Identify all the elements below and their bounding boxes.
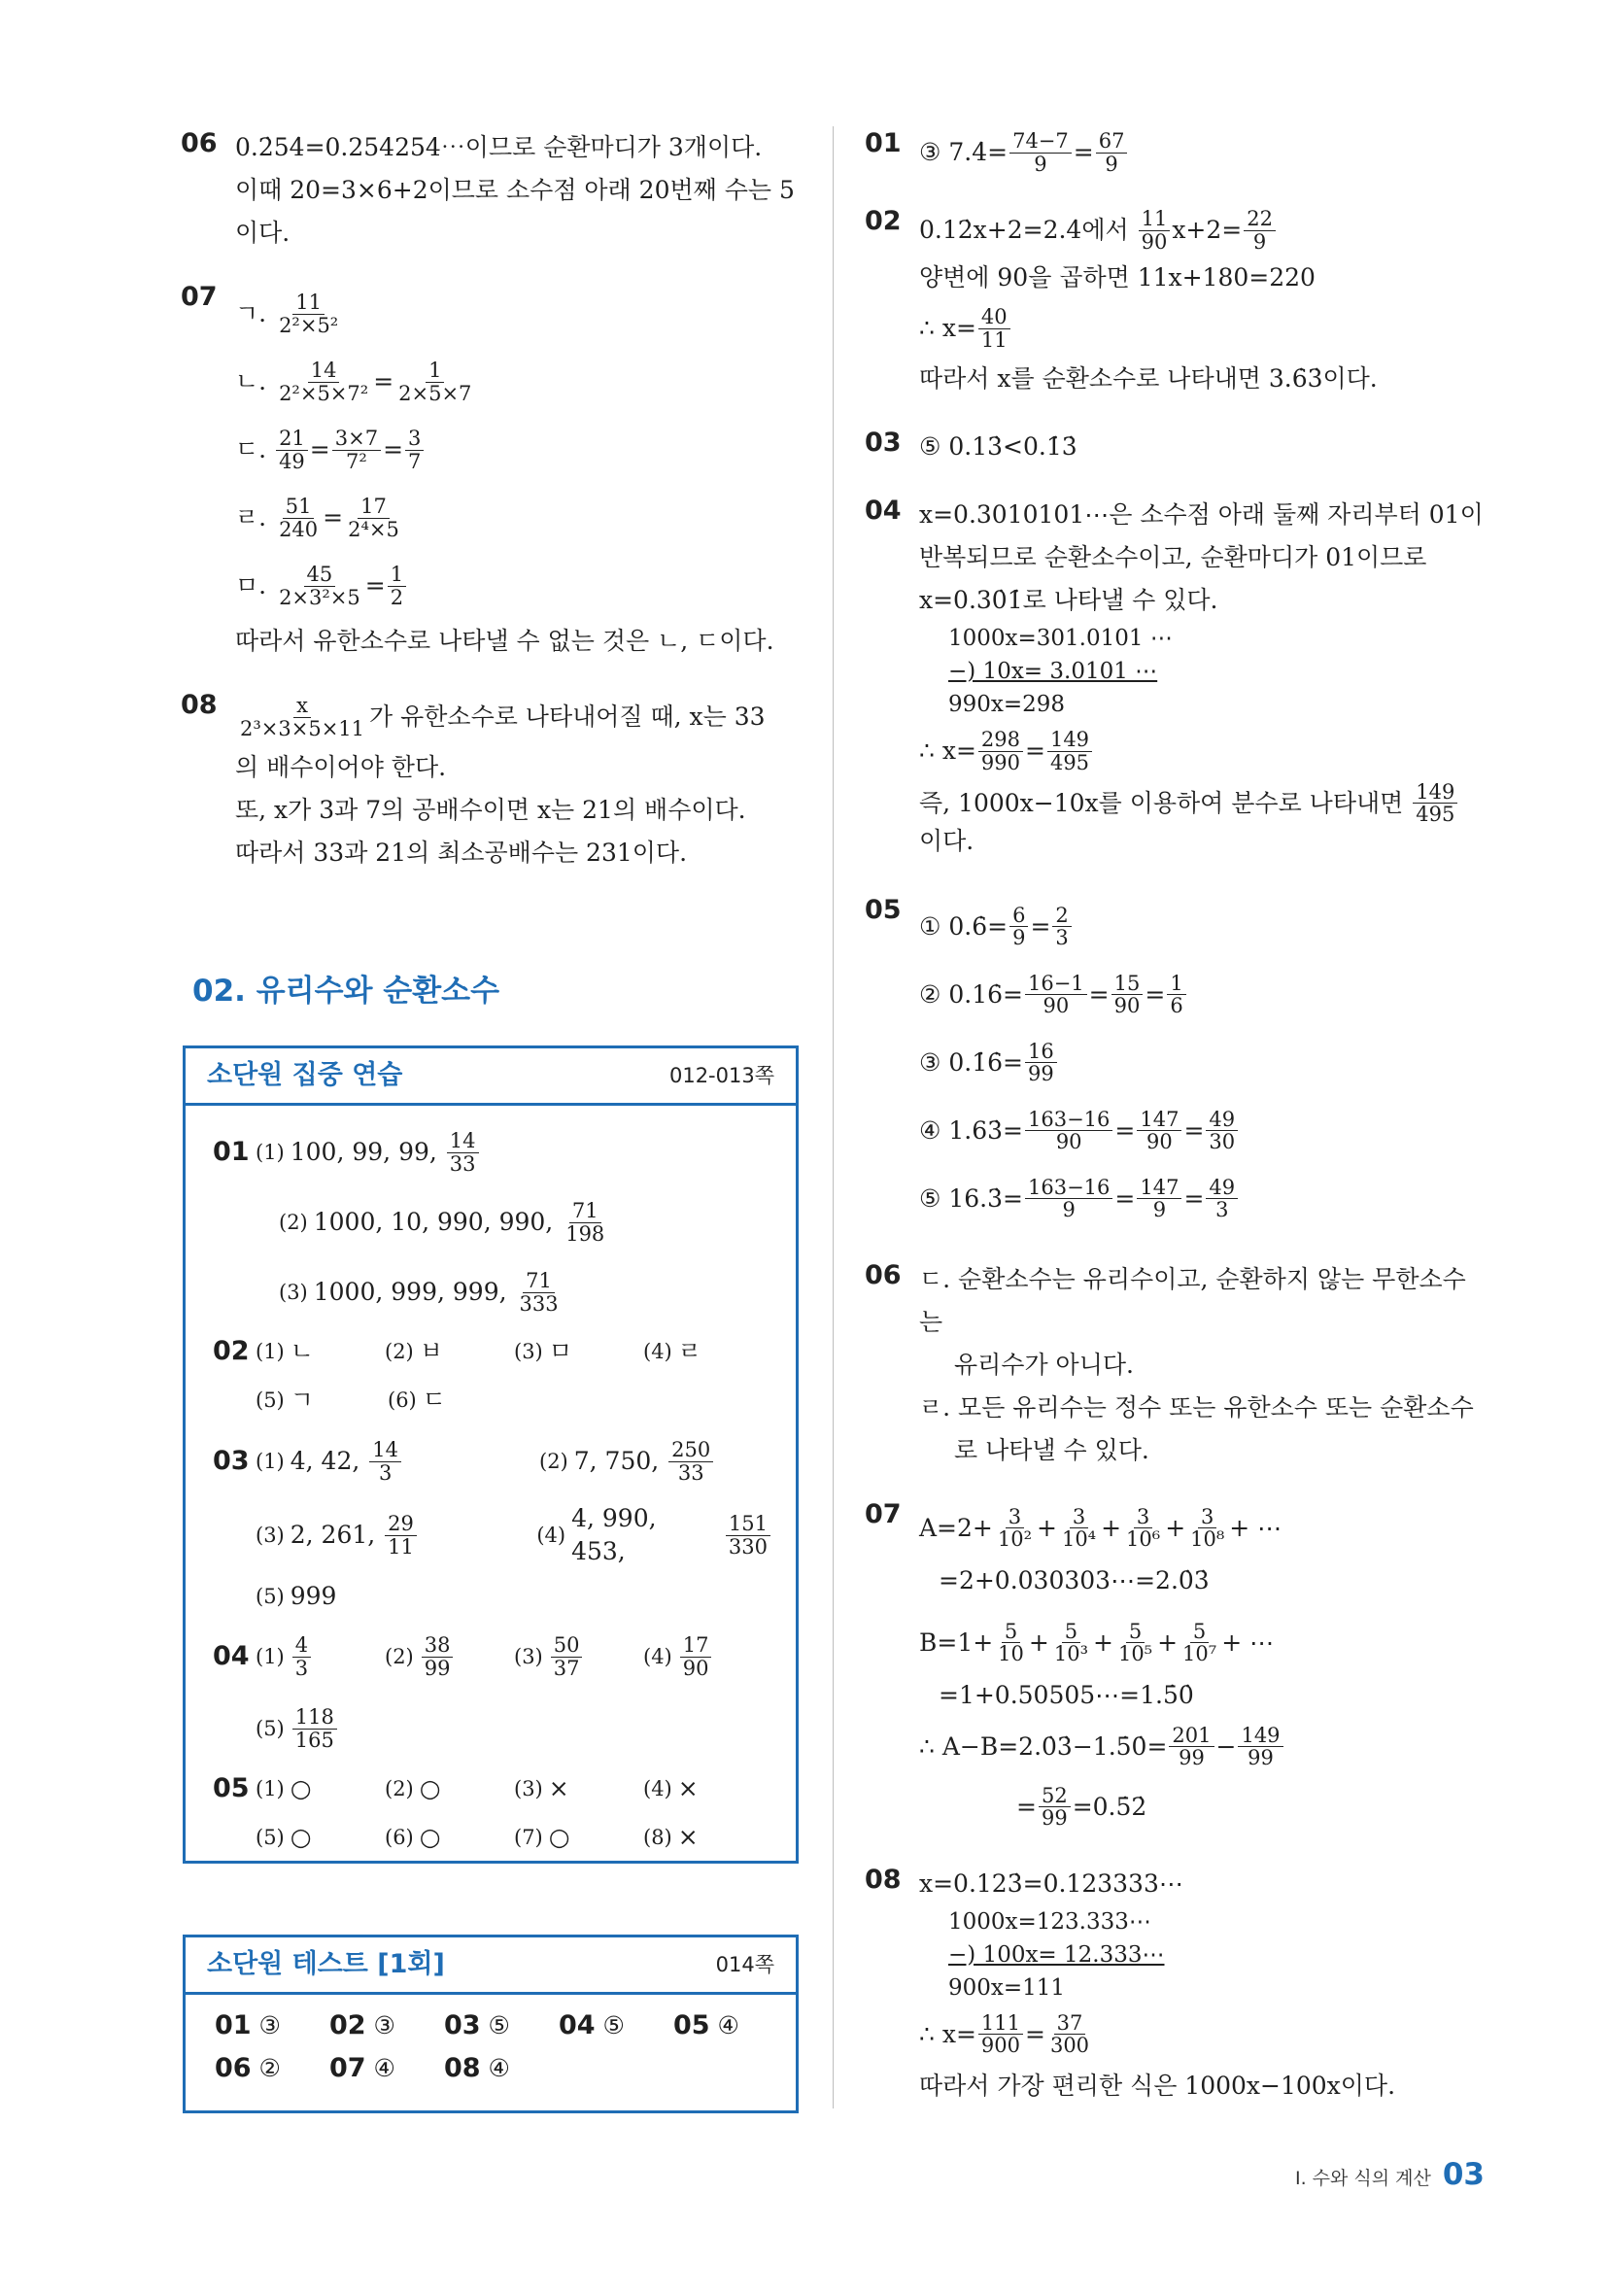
fraction: $\frac{45}{\text{2×3²×5}}$ [279,563,360,609]
answer-row-01-3: (3) 1000, 999, 999, $\frac{71}{333}$ [213,1257,772,1327]
solution-line: x=0.3010101⋯은 소수점 아래 둘째 자리부터 01이 [919,500,1484,529]
fraction: $\frac{201}{99}$ [1169,1725,1214,1768]
fraction: $\frac{15}{90}$ [1111,973,1144,1016]
solution-line: 유리수가 아니다. [954,1350,1134,1379]
fraction: $\frac{149}{495}$ [1047,729,1092,772]
fraction: $\frac{6}{9}$ [1009,905,1028,948]
answer-row-05-2: (5) ○ (6) ○ (7) ○ (8) × [256,1823,699,1852]
item-label: ㄱ. [235,299,267,328]
fraction: $\frac{17}{90}$ [680,1634,712,1678]
solution-line: 따라서 33과 21의 최소공배수는 231이다. [235,839,688,867]
problem-r01 [865,126,1487,179]
fraction: $\frac{51}{240}$ [279,495,319,541]
solution-line: ⑤ 0.13̇<0.1̇3̇ [919,432,1077,461]
problem-08 [181,688,803,874]
calc-line: −) 10x= 3.0101 ⋯ [948,659,1158,684]
conclusion: 따라서 유한소수로 나타낼 수 없는 것은 ㄴ, ㄷ이다. [235,627,774,655]
fraction: $\frac{149}{495}$ [1413,781,1457,825]
solution-line: ㄷ. 순환소수는 유리수이고, 순환하지 않는 무한소수는 [919,1264,1466,1336]
answer-number: 03 [213,1445,250,1476]
problem-r08 [865,1863,1487,2108]
item-label: ㄷ. [235,435,267,464]
test-answer: 02 ③ [329,2010,395,2040]
solution-line: 의 배수이어야 한다. [235,753,447,781]
answer-number: 01 [213,1136,250,1167]
fraction: $\frac{163-16}{9}$ [1025,1177,1112,1220]
fraction: $\frac{3}{\text{10⁸}}$ [1190,1505,1225,1552]
item-d: ㄹ. $\frac{51}{240}$ = $\frac{17}{\text{2⁴×5}}$ [235,484,803,552]
solution-line: 로 나타낼 수 있다. [954,1435,1149,1464]
problem-06 [181,126,803,255]
fraction: $\frac{50}{37}$ [551,1634,583,1678]
item-2: ② 0.16̇= $\frac{16-1}{90}$ = $\frac{15}{90}$ = $\frac{1}{6}$ [919,961,1487,1029]
expr-a: A=2+ $\frac{3}{\text{10²}}$ + $\frac{3}{\text{10⁴}}$ + $\frac{3}{\text{10⁶}}$ + $\frac{3}{\text{10⁸}}$ + ⋯ [919,1505,1282,1552]
box-title: 소단원 집중 연습 [207,1059,403,1090]
answer-number: 02 [213,1335,250,1366]
test-answer: 01 ③ [215,2010,281,2040]
test-answer: 07 ④ [329,2053,395,2084]
test-answers [186,1995,796,2087]
fraction: $\frac{16-1}{90}$ [1025,973,1087,1016]
solution-line: 0.2̇54̇=0.254254⋯이므로 순환마디가 3개이다. [235,133,763,161]
solution-line: =2+0.030303⋯=2.0̇3̇ [939,1565,1210,1594]
problem-number: 02 [865,206,902,236]
problem-number: 03 [865,428,902,458]
solution-line: ∴ A−B=2.0̇3̇−1.5̇0̇= $\frac{201}{99}$ − $\frac{149}{99}$ [919,1717,1487,1777]
fraction: $\frac{250}{33}$ [668,1439,713,1483]
answer-row-03: 03 (1) 4, 42, $\frac{14}{3}$ (2) 7, 750, $\frac{250}{33}$ [213,1424,772,1498]
problem-number: 05 [865,894,902,925]
problem-number: 07 [181,282,218,312]
fraction: $\frac{3}{\text{10⁶}}$ [1126,1505,1161,1552]
fraction: $\frac{3\times 7}{\text{7²}}$ [332,428,381,471]
solution-line: 또, x가 3과 7의 공배수이면 x는 21의 배수이다. [235,796,746,824]
calc-line: 1000x=301.0101 ⋯ [948,626,1173,651]
calc-line: −) 100x= 12.333⋯ [948,1941,1165,1968]
calc-line: 900x=111 [948,1974,1066,2001]
problem-r03 [865,426,1487,468]
test-answer: 05 ④ [673,2010,739,2040]
fraction: $\frac{x}{\text{2³×3×5×11}}$ [240,694,365,740]
item-label: ㅁ. [235,571,267,600]
item-a [235,280,803,348]
fraction: $\frac{52}{99}$ [1039,1785,1071,1829]
fraction: $\frac{151}{330}$ [726,1513,770,1557]
fraction: $\frac{111}{900}$ [978,2012,1023,2056]
fraction: $\frac{5}{\text{10⁵}}$ [1117,1620,1153,1666]
fraction: $\frac{11}{\text{2²×5²}}$ [279,291,339,337]
solution-line: 반복되므로 순환소수이고, 순환마디가 01이므로 [919,543,1427,571]
expr-b: B=1+ $\frac{5}{10}$ + $\frac{5}{\text{10³}}$ + $\frac{5}{\text{10⁵}}$ + $\frac{5}{\text{10⁷}}$ + ⋯ [919,1620,1275,1666]
solution-line: x=0.30̇1̇로 나타낼 수 있다. [919,586,1218,614]
fraction: $\frac{2}{3}$ [1052,905,1071,948]
test-answer: 08 ④ [444,2053,510,2084]
fraction: $\frac{3}{7}$ [405,428,424,471]
section-title: 02. 유리수와 순환소수 [192,974,500,1009]
fraction: $\frac{67}{9}$ [1096,130,1128,174]
box-pages: 014쪽 [715,1952,774,1976]
answer-row-03-3: (5) 999 [256,1582,337,1611]
answer-row-01-2: (2) 1000, 10, 990, 990, $\frac{71}{198}$ [213,1187,772,1257]
calculation [919,1905,1487,2005]
answer-row-02: 02 (1) ㄴ (2) ㅂ (3) ㅁ (4) ㄹ [213,1327,772,1376]
problem-07 [181,280,803,663]
fraction: $\frac{149}{99}$ [1238,1725,1282,1768]
fraction: $\frac{71}{198}$ [565,1199,605,1246]
problem-number: 06 [181,128,218,158]
box-title: 소단원 테스트 [1회] [207,1948,445,1979]
problem-number: 06 [865,1259,902,1290]
solution-line: =1+0.50505⋯=1.5̇0̇ [939,1680,1194,1709]
fraction: $\frac{14}{3}$ [369,1439,401,1483]
solution-text: 가 유한소수로 나타내어질 때, x는 33 [369,703,766,732]
calc-line: 1000x=123.333⋯ [948,1908,1151,1935]
page-number: 03 [1442,2157,1485,2192]
problem-r02 [865,204,1487,400]
solution-line: 이다. [235,219,291,247]
fraction: $\frac{147}{9}$ [1137,1177,1181,1220]
problem-r07 [865,1497,1487,1837]
answer-row-04-2: (5) $\frac{118}{165}$ [213,1693,772,1765]
answer-row-02-2: (5) ㄱ (6) ㄷ [256,1386,446,1415]
solution-line: ∴ x= $\frac{298}{990}$ = $\frac{149}{495}$ [919,721,1487,781]
test-answer: 04 ⑤ [559,2010,625,2040]
fraction: $\frac{22}{9}$ [1244,208,1276,252]
fraction: $\frac{49}{3}$ [1206,1177,1238,1220]
column-divider [833,126,834,2108]
solution-line: 따라서 x를 순환소수로 나타내면 3.6̇3̇이다. [919,364,1378,393]
fraction: $\frac{147}{90}$ [1137,1109,1181,1152]
solution-line: ∴ x= $\frac{40}{11}$ [919,299,1487,358]
box-header [186,1937,796,1995]
fraction: $\frac{118}{165}$ [292,1706,337,1750]
test-answer: 06 ② [215,2053,281,2084]
calculation [919,622,1487,721]
fraction: $\frac{40}{11}$ [978,306,1010,350]
answer-number: 04 [213,1640,250,1671]
page-footer [1295,2155,1485,2196]
answer-number: 05 [213,1772,250,1803]
solution-line: x=0.123̇=0.123333⋯ [919,1868,1183,1898]
fraction: $\frac{71}{333}$ [519,1269,559,1316]
solution-line: ㄹ. 모든 유리수는 정수 또는 유한소수 또는 순환소수 [919,1392,1474,1422]
item-label: ㄴ. [235,367,267,396]
fraction: $\frac{14}{\text{2²×5×7²}}$ [279,359,369,405]
answer-row-03-2: (3) 2, 261, $\frac{29}{11}$ (4) 4, 990, 453, $\frac{151}{330}$ [213,1498,772,1572]
fraction: $\frac{5}{\text{10³}}$ [1053,1620,1088,1666]
solution-line: 따라서 가장 편리한 식은 1000x−100x이다. [919,2071,1396,2100]
fraction: $\frac{298}{990}$ [978,729,1023,772]
fraction: $\frac{3}{\text{10²}}$ [997,1505,1032,1552]
fraction: $\frac{37}{300}$ [1049,2011,1090,2058]
problem-r06 [865,1258,1487,1472]
solution-line: ∴ x= $\frac{111}{900}$ = $\frac{37}{300}$ [919,2005,1487,2065]
problem-number: 08 [865,1864,902,1895]
answer-row-05: 05 (1) ○ (2) ○ (3) × (4) × [213,1765,772,1813]
box-header [186,1048,796,1106]
right-column [865,126,1487,2133]
chapter-label: I. 수와 식의 계산 [1294,2168,1431,2189]
problem-number: 08 [181,690,218,720]
fraction: $\frac{11}{90}$ [1139,208,1171,252]
answer-row-04: 04 (1) $\frac{4}{3}$ (2) $\frac{38}{99}$ (3) $\frac{50}{37}$ (4) $\frac{17}{90}$ [213,1621,772,1693]
problem-number: 04 [865,496,902,526]
calc-line: 990x=298 [948,692,1066,717]
solution-line: 즉, 1000x−10x를 이용하여 분수로 나타내면 $\frac{149}{495}$ 이다. [919,781,1487,858]
solution-line: ③ 7.4̇= $\frac{74-7}{9}$ = $\frac{67}{9}$ [919,126,1487,179]
fraction: $\frac{74-7}{9}$ [1009,130,1072,174]
fraction: $\frac{163-16}{90}$ [1025,1109,1112,1152]
fraction: $\frac{5}{\text{10⁷}}$ [1182,1620,1217,1666]
item-b: ㄴ. $\frac{14}{\text{2²×5×7²}}$ = $\frac{1}{2\times 5\times 7}$ [235,348,803,416]
fraction: $\frac{21}{49}$ [276,428,308,471]
problem-r05 [865,893,1487,1233]
answer-row-01: 01 (1) 100, 99, 99, $\frac{14}{33}$ [213,1117,772,1187]
solution-line: = $\frac{52}{99}$ =0.5̇2̇ [1016,1784,1147,1831]
problem-number: 07 [865,1498,902,1529]
box-pages: 012-013쪽 [668,1063,774,1087]
item-3: ③ 0.1̇6̇= $\frac{16}{99}$ [919,1029,1487,1097]
fraction: $\frac{16}{99}$ [1025,1041,1057,1084]
fraction: $\frac{4}{3}$ [292,1634,311,1678]
problem-number: 01 [865,128,902,158]
fraction: $\frac{14}{33}$ [447,1130,479,1174]
fraction: $\frac{38}{99}$ [422,1634,454,1678]
item-label: ㄹ. [235,503,267,532]
fraction: $\frac{1}{2}$ [388,564,406,607]
fraction: $\frac{17}{\text{2⁴×5}}$ [348,495,399,541]
item-1: ① 0.6̇= $\frac{6}{9}$ = $\frac{2}{3}$ [919,893,1487,961]
item-5: ⑤ 16.3̇= $\frac{163-16}{9}$ = $\frac{147}{9}$ = $\frac{49}{3}$ [919,1165,1487,1233]
solution-line [235,688,803,746]
item-e: ㅁ. $\frac{45}{\text{2×3²×5}}$ = $\frac{1}{2}$ [235,552,803,620]
item-4: ④ 1.63̇= $\frac{163-16}{90}$ = $\frac{147}{90}$ = $\frac{49}{30}$ [919,1097,1487,1165]
solution-line: 이때 20=3×6+2이므로 소수점 아래 20번째 수는 5 [235,176,795,204]
fraction: $\frac{29}{11}$ [385,1513,417,1557]
item-c: ㄷ. $\frac{21}{49}$ = $\frac{3\times 7}{\text{7²}}$ = $\frac{3}{7}$ [235,416,803,484]
left-column [181,126,803,900]
solution-line: 0.12̇x+2=2.4̇에서 $\frac{11}{90}$ x+2= $\frac{22}{9}$ [919,204,1487,257]
fraction: $\frac{1}{6}$ [1167,973,1185,1016]
fraction: $\frac{1}{2\times 5\times 7}$ [398,359,472,405]
practice-box [183,1045,799,1864]
problem-r04 [865,494,1487,858]
test-answer: 03 ⑤ [444,2010,510,2040]
solution-line: 양변에 90을 곱하면 11x+180=220 [919,263,1316,291]
fraction: $\frac{3}{\text{10⁴}}$ [1061,1505,1097,1552]
test-box [183,1935,799,2113]
fraction: $\frac{5}{10}$ [998,1620,1024,1666]
fraction: $\frac{49}{30}$ [1206,1109,1238,1152]
